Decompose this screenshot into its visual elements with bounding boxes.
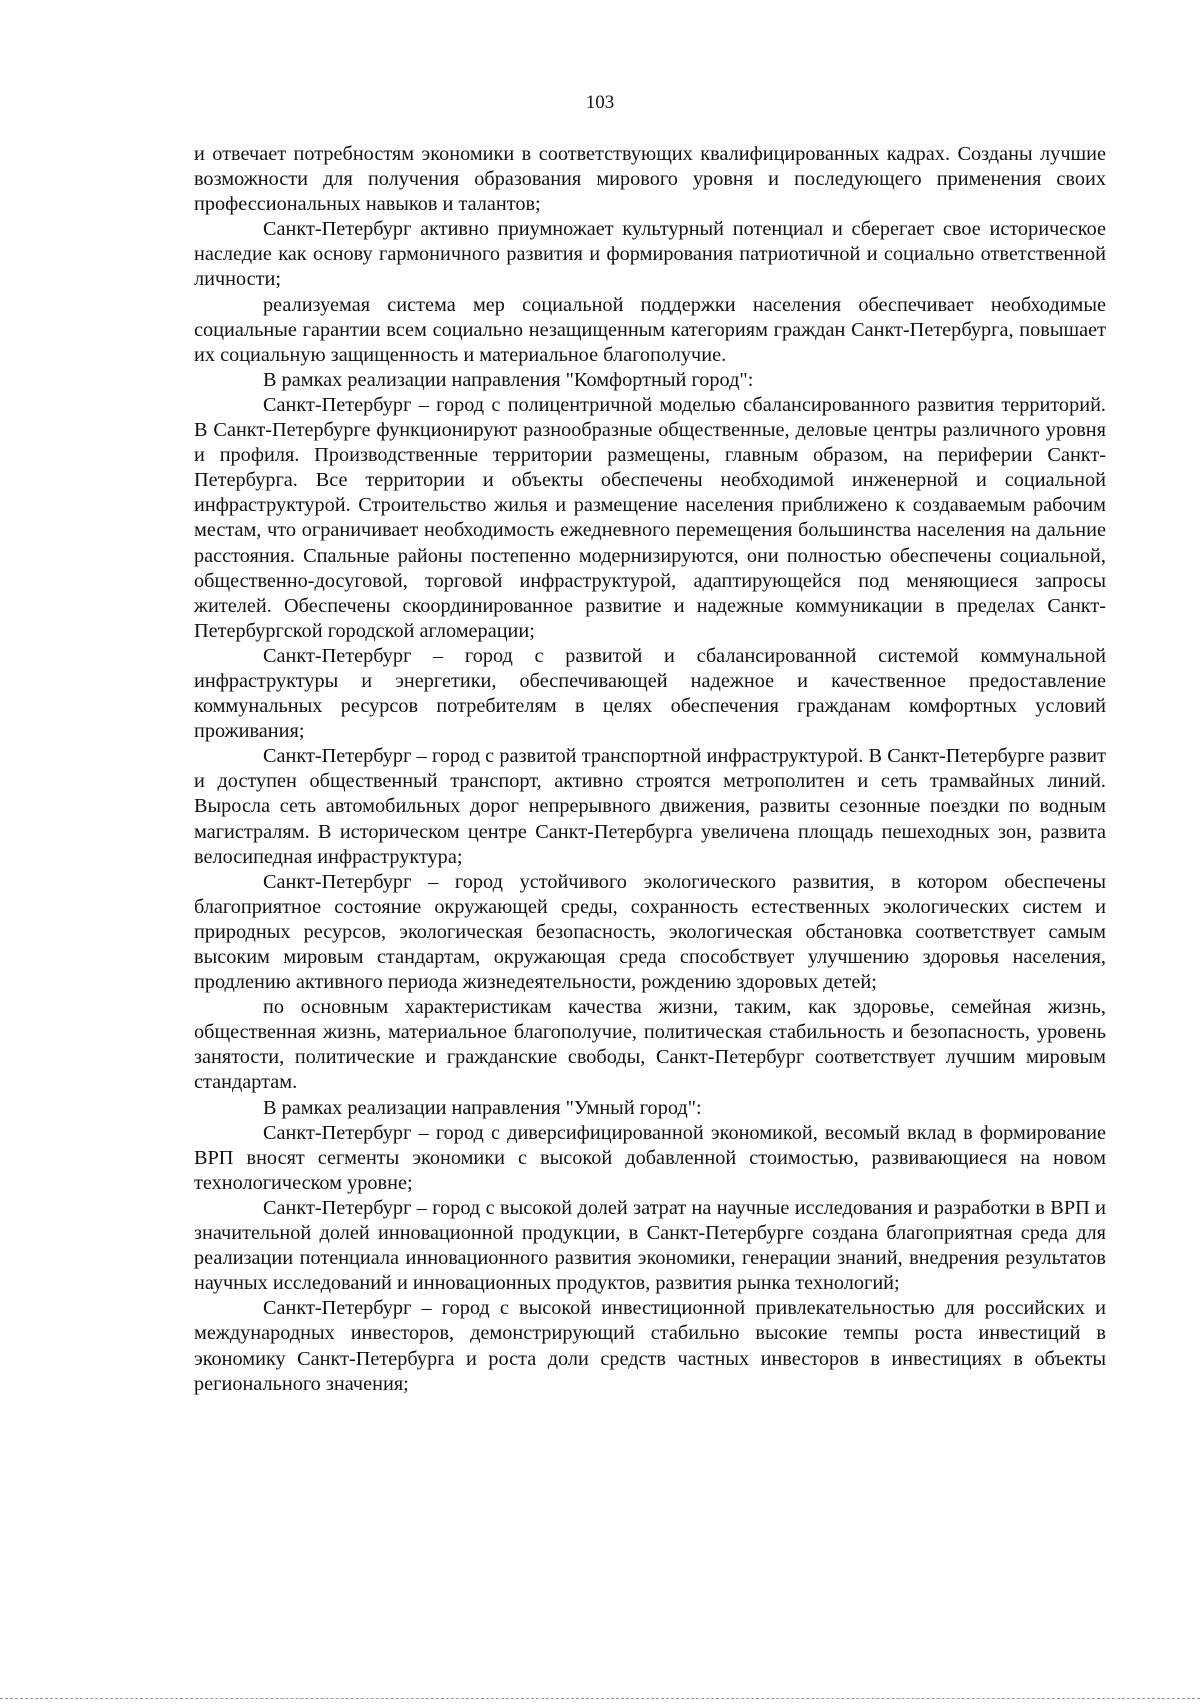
paragraph: Санкт-Петербург – город с высокой долей затрат на научные исследования и разработки в ВРП и значительной долей инновационной продукции, в Санкт-Петербурге создана благоприятная среда для реализации потенциала инновационного развития экономики, генерации знаний, внедрения результатов научных исследований и инновационных продуктов, развития рынка технологий; bbox=[194, 1196, 1106, 1295]
scan-bottom-edge bbox=[0, 1698, 1200, 1699]
paragraph: В рамках реализации направления "Комфортный город": bbox=[263, 368, 754, 391]
paragraph: Санкт-Петербург – город с развитой и сбалансированной системой коммунальной инфраструктуры и энергетики, обеспечивающей надежное и качественное предоставление коммунальных ресурсов потребителям в целях обеспечения гражданам комфортных условий проживания; bbox=[194, 644, 1106, 743]
document-body bbox=[194, 142, 1106, 1397]
paragraph: Санкт-Петербург – город с высокой инвестиционной привлекательностью для российских и международных инвесторов, демонстрирующий стабильно высокие темпы роста инвестиций в экономику Санкт-Петербурга и роста доли средств частных инвесторов в инвестициях в объекты регионального значения; bbox=[194, 1297, 1106, 1395]
page-number: 103 bbox=[585, 92, 615, 113]
paragraph: Санкт-Петербург – город с полицентричной моделью сбалансированного развития территорий. В Санкт-Петербурге функционируют разнообразные общественные, деловые центры различного уровня и профиля. Производственные территории размещены, главным образом, на периферии Санкт-Петербурга. Все территории и объекты обеспечены необходимой инженерной и социальной инфраструктурой. Строительство жилья и размещение населения приближено к создаваемым рабочим местам, что ограничивает необходимость ежедневного перемещения большинства населения на дальние расстояния. Спальные районы постепенно модернизируются, они полностью обеспечены социальной, общественно-досуговой, торговой инфраструктурой, адаптирующейся под меняющиеся запросы жителей. Обеспечены скоординированное развитие и надежные коммуникации в пределах Санкт-Петербургской городской агломерации; bbox=[194, 393, 1106, 642]
paragraph: реализуемая система мер социальной поддержки населения обеспечивает необходимые социальные гарантии всем социально незащищенным категориям граждан Санкт-Петербурга, повышает их социальную защищенность и материальное благополучие. bbox=[194, 293, 1106, 366]
paragraph: Санкт-Петербург активно приумножает культурный потенциал и сберегает свое историческое наследие как основу гармоничного развития и формирования патриотичной и социально ответственной личности; bbox=[194, 218, 1106, 291]
paragraph: и отвечает потребностям экономики в соответствующих квалифицированных кадрах. Созданы лучшие возможности для получения образования мирового уровня и последующего применения своих профессиональных навыков и талантов; bbox=[194, 143, 1106, 216]
paragraph: Санкт-Петербург – город с развитой транспортной инфраструктурой. В Санкт-Петербурге развит и доступен общественный транспорт, активно строятся метрополитен и сеть трамвайных линий. Выросла сеть автомобильных дорог непрерывного движения, развиты сезонные поездки по водным магистралям. В историческом центре Санкт-Петербурга увеличена площадь пешеходных зон, развита велосипедная инфраструктура; bbox=[194, 745, 1106, 868]
paragraph: В рамках реализации направления "Умный город": bbox=[263, 1096, 702, 1119]
paragraph: Санкт-Петербург – город устойчивого экологического развития, в котором обеспечены благоприятное состояние окружающей среды, сохранность естественных экологических систем и природных ресурсов, экологическая безопасность, экологическая обстановка соответствует самым высоким мировым стандартам, окружающая среда способствует улучшению здоровья населения, продлению активного периода жизнедеятельности, рождению здоровых детей; bbox=[194, 870, 1106, 994]
paragraph: Санкт-Петербург – город с диверсифицированной экономикой, весомый вклад в формирование ВРП вносят сегменты экономики с высокой добавленной стоимостью, развивающиеся на новом технологическом уровне; bbox=[194, 1121, 1106, 1194]
paragraph: по основным характеристикам качества жизни, таким, как здоровье, семейная жизнь, общественная жизнь, материальное благополучие, политическая стабильность и безопасность, уровень занятости, политические и гражданские свободы, Санкт-Петербург соответствует лучшим мировым стандартам. bbox=[194, 996, 1106, 1094]
